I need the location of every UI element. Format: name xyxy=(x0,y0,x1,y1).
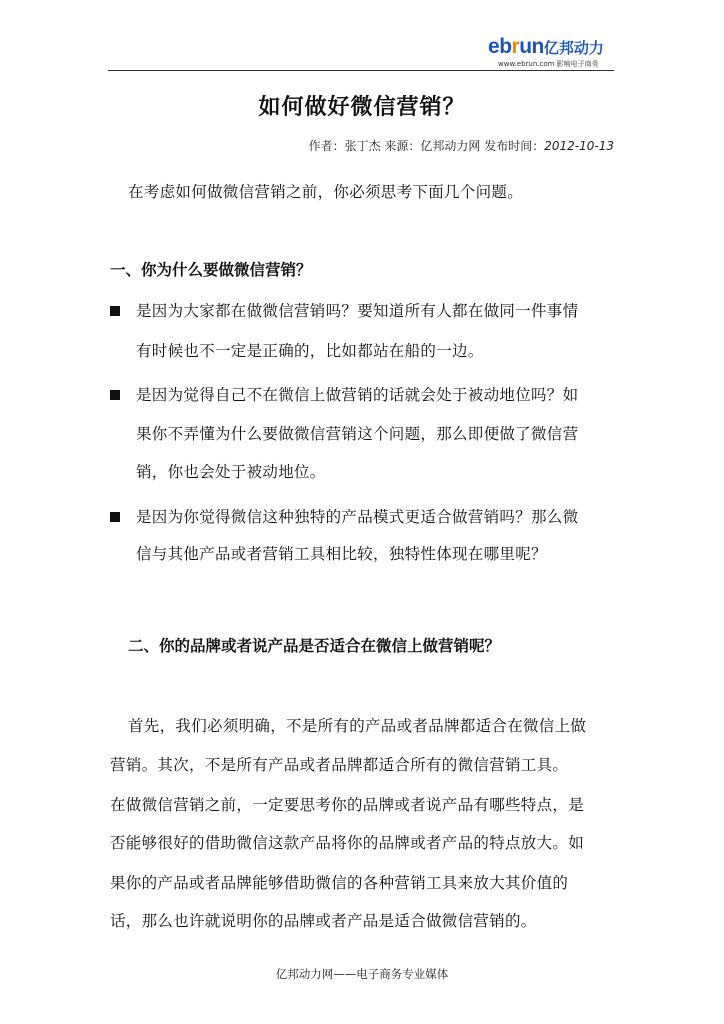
bullet-square-icon xyxy=(110,512,120,522)
page-footer: 亿邦动力网——电子商务专业媒体 xyxy=(275,967,449,981)
section2-line5: 果你的产品或者品牌能够借助微信的各种营销工具来放大其价值的 xyxy=(110,874,569,892)
meta-prefix: 作者：张丁杰 来源：亿邦动力网 发布时间： xyxy=(308,139,545,153)
bullet-square-icon xyxy=(110,390,120,400)
bullet2-line1: 是因为觉得自己不在微信上做营销的话就会处于被动地位吗？如 xyxy=(136,386,579,404)
logo-chinese-name: 亿邦动力 xyxy=(543,40,604,57)
bullet1-line2: 有时候也不一定是正确的，比如都站在船的一边。 xyxy=(136,342,484,360)
publish-date: 2012-10-13 xyxy=(544,139,614,153)
section2-line2: 营销。其次，不是所有产品或者品牌都适合所有的微信营销工具。 xyxy=(110,756,569,774)
intro-paragraph: 在考虑如何做微信营销之前，你必须思考下面几个问题。 xyxy=(128,183,524,201)
logo-letters-un: un xyxy=(519,35,544,58)
logo-letter-r: r xyxy=(511,35,520,58)
logo-letter-e: e xyxy=(488,35,500,58)
section2-line3: 在做微信营销之前，一定要思考你的品牌或者说产品有哪些特点，是 xyxy=(110,796,585,814)
bullet2-line3: 销，你也会处于被动地位。 xyxy=(136,463,326,481)
bullet2-line2: 果你不弄懂为什么要做微信营销这个问题，那么即便做了微信营 xyxy=(136,425,579,443)
article-meta xyxy=(309,137,614,154)
section2-line1: 首先，我们必须明确，不是所有的产品或者品牌都适合在微信上做 xyxy=(128,717,587,735)
section2-line4: 否能够很好的借助微信这款产品将你的品牌或者产品的特点放大。如 xyxy=(110,834,585,852)
logo-brand xyxy=(488,36,618,60)
header-divider xyxy=(108,70,614,71)
bullet1-line1: 是因为大家都在做微信营销吗？要知道所有人都在做同一件事情 xyxy=(136,302,579,320)
ebrun-logo xyxy=(488,36,618,66)
bullet3-line1: 是因为你觉得微信这种独特的产品模式更适合做营销吗？那么微 xyxy=(136,508,579,526)
logo-tagline: www.ebrun.com 影响电子商务 xyxy=(498,60,599,68)
bullet-square-icon xyxy=(110,306,120,316)
section1-heading: 一、你为什么要做微信营销？ xyxy=(110,261,312,279)
section2-line6: 话，那么也许就说明你的品牌或者产品是适合做微信营销的。 xyxy=(110,912,537,930)
bullet3-line2: 信与其他产品或者营销工具相比较，独特性体现在哪里呢？ xyxy=(136,545,547,563)
article-title: 如何做好微信营销？ xyxy=(258,95,466,120)
logo-letter-b: b xyxy=(499,35,512,58)
section2-heading: 二、你的品牌或者说产品是否适合在微信上做营销呢？ xyxy=(128,637,501,655)
